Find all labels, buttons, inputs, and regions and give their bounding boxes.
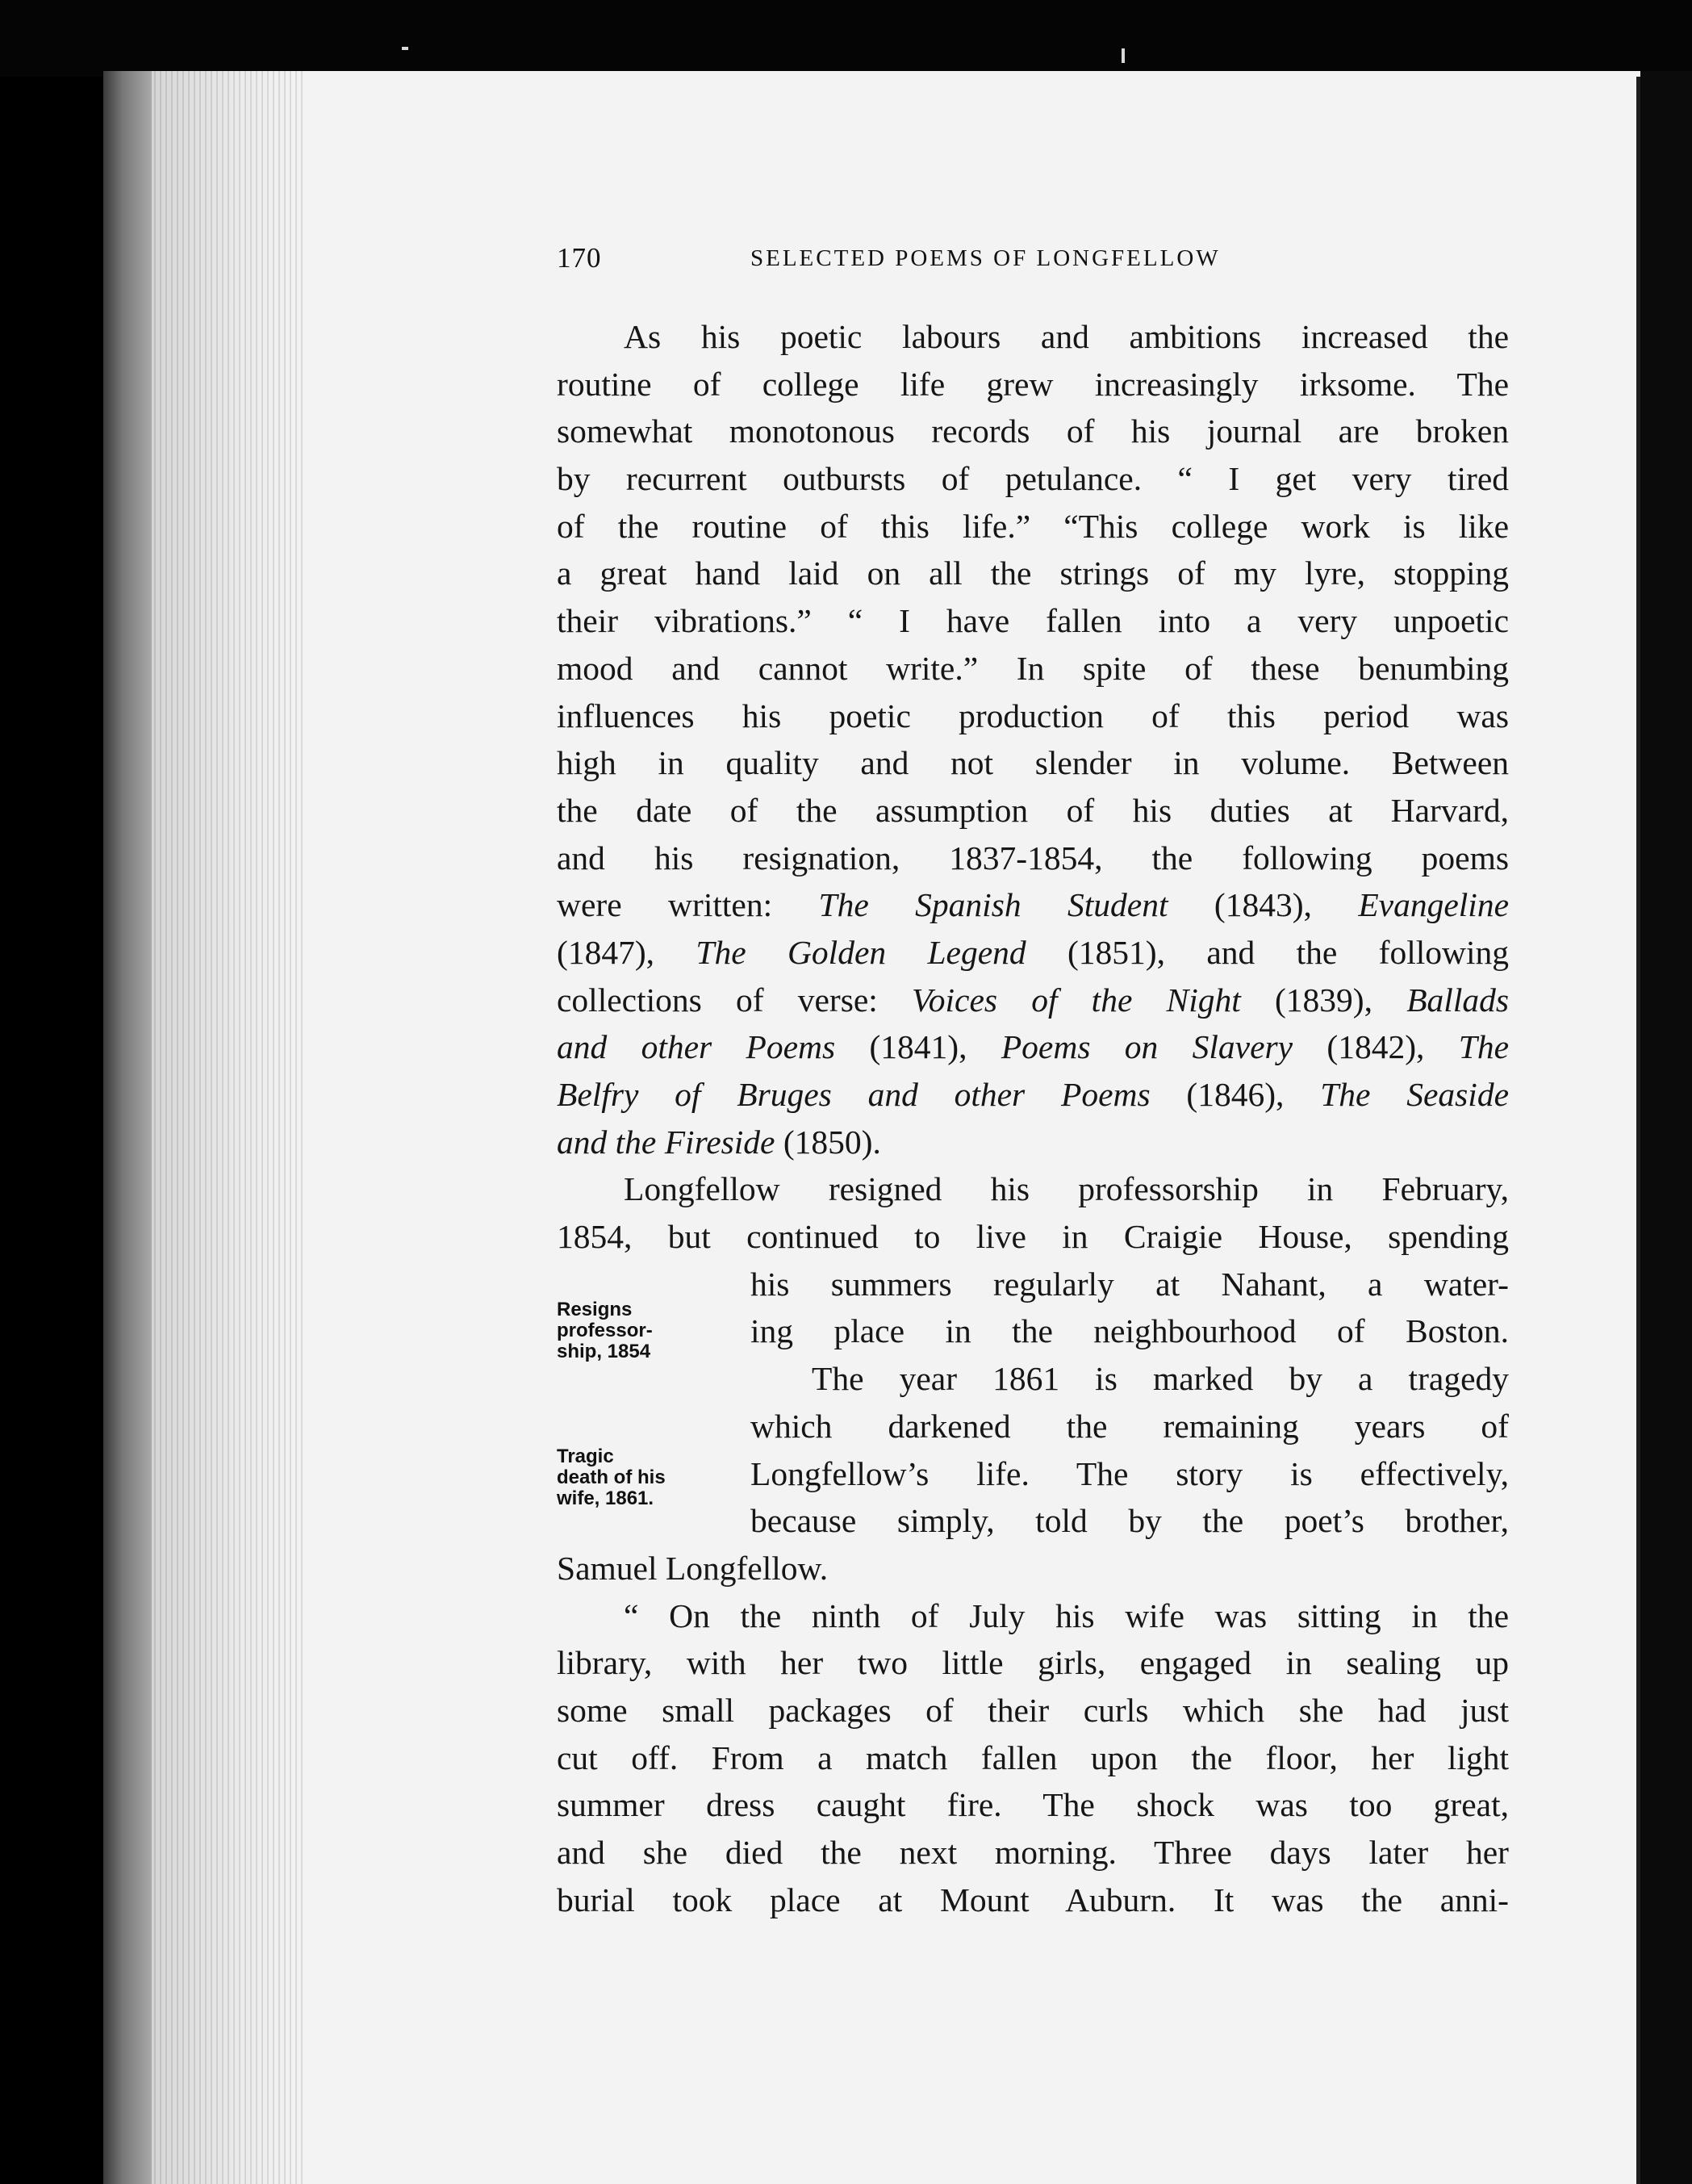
text-line: of the routine of this life.” “This college work is like bbox=[557, 507, 1509, 545]
text-line: because simply, told by the poet’s brother, bbox=[750, 1502, 1509, 1540]
text-run: collections of verse: bbox=[557, 981, 912, 1019]
text-run: were written: bbox=[557, 886, 773, 924]
text-line: influences his poetic production of this period was bbox=[557, 697, 1509, 734]
text-line: library, with her two little girls, engaged in sealing up bbox=[557, 1644, 1509, 1682]
work-title: and the Fireside bbox=[557, 1123, 775, 1161]
side-note-line: ship, 1854 bbox=[557, 1341, 651, 1362]
work-title: and other Poems bbox=[557, 1028, 836, 1066]
text-run: (1851), and the following bbox=[1026, 933, 1510, 971]
work-title: Evangeline bbox=[1358, 886, 1509, 924]
text-line bbox=[557, 929, 1509, 977]
text-line bbox=[557, 1071, 1509, 1119]
body-text bbox=[557, 313, 1509, 1923]
page-binding-edge bbox=[103, 71, 152, 2184]
text-line: high in quality and not slender in volume. Between bbox=[557, 744, 1509, 782]
side-note-line: wife, 1861. bbox=[557, 1487, 654, 1509]
scan-speck bbox=[402, 47, 408, 50]
text-run: (1850). bbox=[775, 1123, 881, 1161]
text-line: Samuel Longfellow. bbox=[557, 1549, 829, 1587]
text-line: cut off. From a match fallen upon the floor, her light bbox=[557, 1738, 1509, 1776]
text-line: routine of college life grew increasingly irksome. The bbox=[557, 365, 1509, 403]
scan-border-right bbox=[1640, 71, 1692, 2184]
text-line bbox=[557, 1023, 1509, 1071]
text-line: his summers regularly at Nahant, a water- bbox=[750, 1265, 1509, 1303]
text-line bbox=[557, 881, 1509, 929]
text-line: Longfellow resigned his professorship in February, bbox=[624, 1170, 1509, 1208]
side-note-line: Tragic bbox=[557, 1446, 614, 1467]
running-head bbox=[557, 242, 1525, 274]
side-note-resigns bbox=[557, 1299, 718, 1362]
text-line: The year 1861 is marked by a tragedy bbox=[812, 1360, 1509, 1398]
work-title: The Golden Legend bbox=[696, 933, 1026, 971]
text-line: their vibrations.” “ I have fallen into a very unpoetic bbox=[557, 602, 1509, 640]
text-line bbox=[557, 1119, 1509, 1166]
text-line: and she died the next morning. Three days later her bbox=[557, 1834, 1509, 1871]
side-note-line: Resigns bbox=[557, 1299, 633, 1320]
text-run: (1839), bbox=[1240, 981, 1407, 1019]
text-line: the date of the assumption of his duties at Harvard, bbox=[557, 791, 1509, 829]
text-line: 1854, but continued to live in Craigie House, spending bbox=[557, 1218, 1509, 1256]
work-title: Belfry of Bruges and other Poems bbox=[557, 1076, 1151, 1113]
text-line: “ On the ninth of July his wife was sitting in the bbox=[624, 1596, 1509, 1634]
text-run: (1846), bbox=[1150, 1076, 1321, 1113]
text-run: (1843), bbox=[1168, 886, 1359, 924]
text-line: which darkened the remaining years of bbox=[750, 1407, 1509, 1445]
text-line: and his resignation, 1837-1854, the following poems bbox=[557, 839, 1509, 877]
work-title: The Seaside bbox=[1320, 1076, 1509, 1113]
work-title: Poems on Slavery bbox=[1001, 1028, 1293, 1066]
text-line: burial took place at Mount Auburn. It was the anni- bbox=[557, 1881, 1509, 1918]
text-line: somewhat monotonous records of his journal are broken bbox=[557, 412, 1509, 450]
text-line: some small packages of their curls which she had just bbox=[557, 1691, 1509, 1729]
text-line: by recurrent outbursts of petulance. “ I get very tired bbox=[557, 460, 1509, 498]
text-run: (1841), bbox=[835, 1028, 1001, 1066]
text-run: (1847), bbox=[557, 933, 696, 971]
scan-border-top bbox=[0, 0, 1692, 77]
scan-speck bbox=[1122, 48, 1125, 63]
text-line: mood and cannot write.” In spite of these benumbing bbox=[557, 649, 1509, 687]
text-line: ing place in the neighbourhood of Boston. bbox=[750, 1312, 1509, 1350]
side-note-line: professor- bbox=[557, 1320, 653, 1341]
page-number: 170 bbox=[557, 242, 602, 274]
running-title: SELECTED POEMS OF LONGFELLOW bbox=[750, 245, 1221, 271]
text-line: As his poetic labours and ambitions increased the bbox=[624, 318, 1509, 355]
text-line bbox=[557, 977, 1509, 1024]
text-line: a great hand laid on all the strings of my lyre, stopping bbox=[557, 554, 1509, 592]
side-note-line: death of his bbox=[557, 1466, 666, 1488]
text-line: summer dress caught fire. The shock was too great, bbox=[557, 1786, 1509, 1824]
work-title: Ballads bbox=[1406, 981, 1509, 1019]
side-note-tragic-death bbox=[557, 1446, 718, 1509]
work-title: The bbox=[1458, 1028, 1509, 1066]
text-line: Longfellow’s life. The story is effectively, bbox=[750, 1454, 1509, 1492]
work-title: Voices of the Night bbox=[912, 981, 1241, 1019]
work-title: The Spanish Student bbox=[818, 886, 1168, 924]
text-run: (1842), bbox=[1293, 1028, 1459, 1066]
